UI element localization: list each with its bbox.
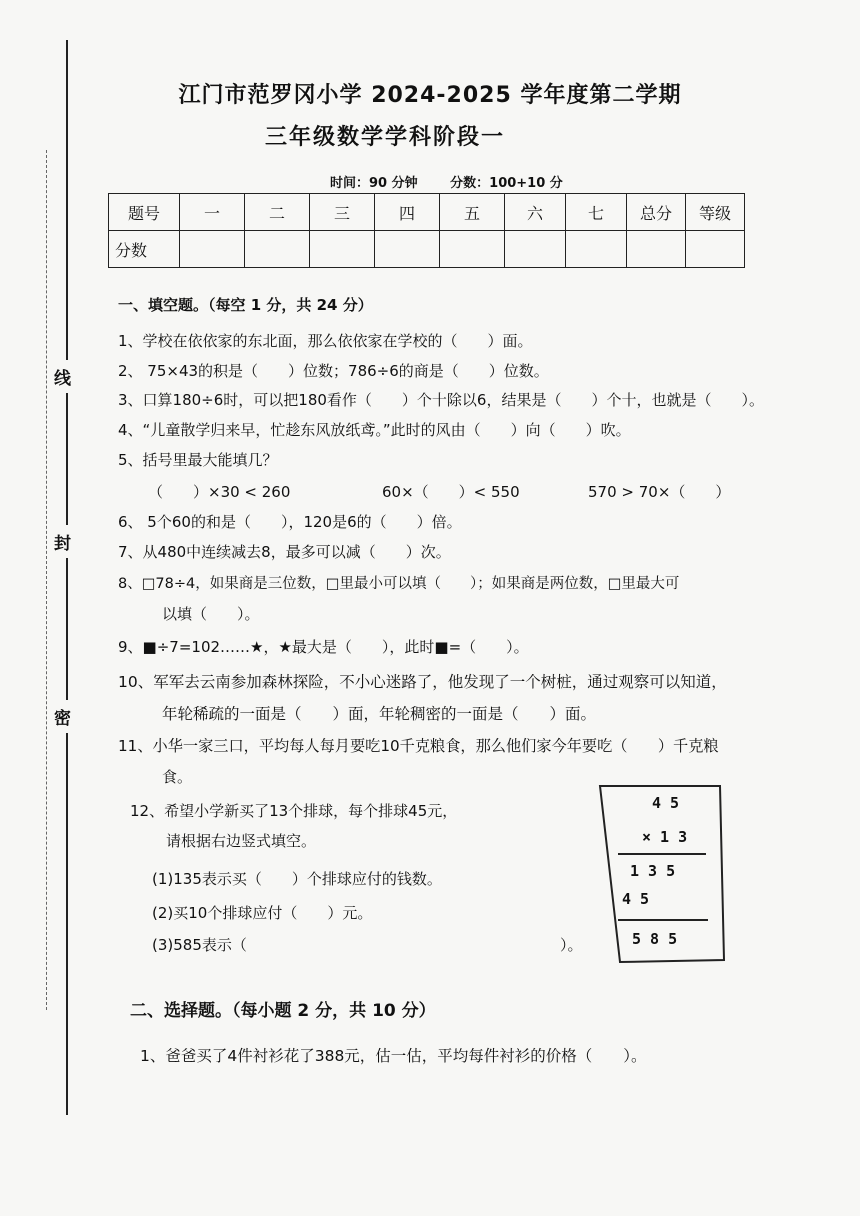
score-table-score-row	[109, 231, 745, 268]
question-1-12-3: (3)585表示（	[152, 936, 247, 954]
question-1-9: 9、■÷7=102……★，★最大是（ ），此时■=（ ）。	[118, 638, 529, 656]
vertical-calc-line3: 1 3 5	[630, 862, 676, 880]
section2-title: 二、选择题。（每小题 2 分，共 10 分）	[130, 1001, 436, 1021]
binding-line	[66, 40, 68, 1115]
margin-char-feng: 封	[54, 525, 71, 558]
score-table-cell[interactable]	[566, 231, 627, 268]
score-table	[108, 193, 745, 268]
question-1-6: 6、 5个60的和是（ ），120是6的（ ）倍。	[118, 513, 462, 531]
score-table-cell[interactable]	[505, 231, 566, 268]
score-table-cell[interactable]	[440, 231, 505, 268]
score-table-cell: 五	[440, 194, 505, 231]
score-table-cell: 分数	[109, 231, 180, 268]
vertical-calculation-box	[598, 784, 726, 964]
question-1-2: 2、 75×43的积是（ ）位数；786÷6的商是（ ）位数。	[118, 362, 549, 380]
exam-time: 时间：90 分钟	[330, 176, 418, 191]
question-1-12-cont: 请根据右边竖式填空。	[166, 832, 317, 850]
score-table-cell: 题号	[109, 194, 180, 231]
score-table-cell: 三	[310, 194, 375, 231]
score-table-cell[interactable]	[245, 231, 310, 268]
vertical-calc-line2: × 1 3	[642, 828, 688, 846]
binding-dashed-line	[46, 150, 48, 1010]
question-1-11-cont: 食。	[162, 768, 193, 786]
score-table-cell: 等级	[686, 194, 745, 231]
score-table-cell[interactable]	[180, 231, 245, 268]
score-table-cell: 一	[180, 194, 245, 231]
score-table-cell: 四	[375, 194, 440, 231]
vertical-calc-line5: 5 8 5	[632, 930, 678, 948]
question-1-3: 3、口算180÷6时，可以把180看作（ ）个十除以6，结果是（ ）个十，也就是（ ）。	[118, 391, 764, 409]
question-1-7: 7、从480中连续减去8，最多可以减（ ）次。	[118, 543, 451, 561]
margin-char-xian: 线	[54, 360, 71, 393]
question-1-1: 1、学校在依依家的东北面，那么依依家在学校的（ ）面。	[118, 332, 533, 350]
question-1-10-cont: 年轮稀疏的一面是（ ）面，年轮稠密的一面是（ ）面。	[162, 705, 597, 723]
exam-score: 分数：100+10 分	[450, 176, 563, 191]
question-1-10: 10、军军去云南参加森林探险，不小心迷路了，他发现了一个树桩，通过观察可以知道，	[118, 673, 727, 691]
exam-info	[330, 172, 591, 191]
question-1-11: 11、小华一家三口，平均每人每月要吃10千克粮食，那么他们家今年要吃（ ）千克粮	[118, 737, 719, 755]
margin-char-mi: 密	[54, 700, 71, 733]
question-1-5a: （ ）×30 < 260	[148, 483, 291, 501]
score-table-cell: 六	[505, 194, 566, 231]
question-1-8: 8、□78÷4，如果商是三位数，□里最小可以填（ ）；如果商是两位数，□里最大可	[118, 576, 680, 592]
score-table-header-row	[109, 194, 745, 231]
question-1-12: 12、希望小学新买了13个排球，每个排球45元，	[130, 802, 458, 820]
question-1-5: 5、括号里最大能填几？	[118, 451, 278, 469]
exam-title: 江门市范罗冈小学 2024-2025 学年度第二学期	[178, 83, 682, 108]
question-1-4: 4、“儿童散学归来早，忙趁东风放纸鸢。”此时的风由（ ）向（ ）吹。	[118, 421, 631, 439]
score-table-cell[interactable]	[686, 231, 745, 268]
question-1-5b: 60×（ ）< 550	[382, 483, 520, 501]
score-table-cell[interactable]	[310, 231, 375, 268]
question-1-12-1: (1)135表示买（ ）个排球应付的钱数。	[152, 870, 442, 888]
score-table-cell[interactable]	[627, 231, 686, 268]
question-2-1: 1、爸爸买了4件衬衫花了388元，估一估，平均每件衬衫的价格（ ）。	[140, 1047, 647, 1065]
exam-subtitle: 三年级数学学科阶段一	[264, 125, 505, 150]
score-table-cell: 七	[566, 194, 627, 231]
question-1-8-cont: 以填（ ）。	[162, 605, 260, 623]
section1-title: 一、填空题。（每空 1 分，共 24 分）	[118, 296, 373, 314]
vertical-calc-line1: 4 5	[652, 794, 680, 812]
score-table-cell: 二	[245, 194, 310, 231]
score-table-cell: 总分	[627, 194, 686, 231]
vertical-calc-line4: 4 5	[622, 890, 650, 908]
question-1-12-2: (2)买10个排球应付（ ）元。	[152, 904, 373, 922]
question-1-12-3-end: ）。	[560, 936, 583, 954]
question-1-5c: 570 > 70×（ ）	[588, 483, 731, 501]
score-table-cell[interactable]	[375, 231, 440, 268]
